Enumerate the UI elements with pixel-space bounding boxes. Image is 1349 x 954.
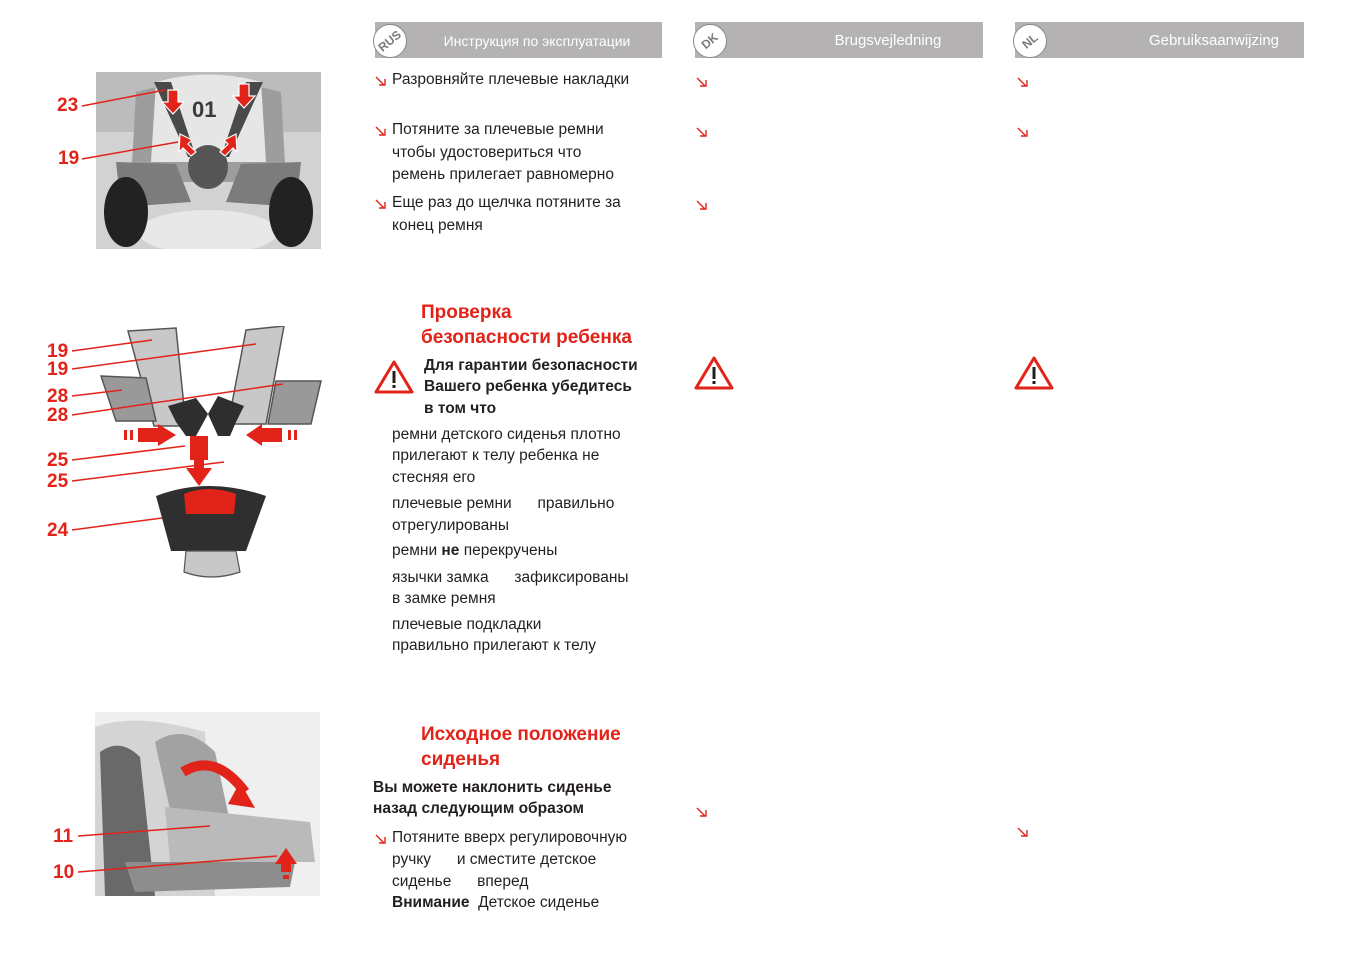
safety-intro-line-2: Вашего ребенка убедитесь: [424, 378, 632, 395]
check-3: ремни не перекручены: [392, 542, 558, 559]
down-right-arrow-icon: [696, 199, 709, 212]
rus-step-3-line-1: Еще раз до щелчка потяните за: [392, 194, 621, 211]
rus-step-1: Разровняйте плечевые накладки: [392, 71, 630, 88]
callout-28: 28: [47, 405, 69, 426]
header-title-dk: Brugsvejledning: [834, 32, 942, 49]
callout-23: 23: [57, 95, 79, 116]
recline-heading-line-1: Исходное положение: [421, 724, 621, 745]
rus-step-2-line-3: ремень прилегает равномерно: [392, 166, 614, 183]
down-right-arrow-icon: [1017, 826, 1030, 839]
safety-intro-line-3: в том что: [424, 400, 497, 417]
down-right-arrow-icon: [696, 126, 709, 139]
callout-28: 28: [47, 386, 69, 407]
callout-19: 19: [47, 341, 69, 362]
callout-10: 10: [53, 862, 75, 883]
header-title-rus: Инструкция по эксплуатации: [443, 33, 631, 49]
language-badge-nl: NL: [1013, 24, 1047, 58]
check-4-line-1: язычки замка зафиксированы: [392, 569, 629, 586]
callout-24: 24: [47, 520, 69, 541]
down-right-arrow-icon: [375, 75, 388, 88]
check-2-line-1: плечевые ремни правильно: [392, 495, 615, 512]
check-5-line-2: правильно прилегают к телу: [392, 637, 597, 654]
callout-25: 25: [47, 450, 69, 471]
check-5-line-1: плечевые подкладки: [392, 616, 542, 633]
callout-25: 25: [47, 471, 69, 492]
down-right-arrow-icon: [375, 833, 388, 846]
language-badge-dk: DK: [693, 24, 727, 58]
callout-19: 19: [47, 359, 69, 380]
check-1-line-2: прилегают к телу ребенка не: [392, 447, 600, 464]
callout-11: 11: [53, 826, 74, 847]
rus-step-3-line-2: конец ремня: [392, 217, 483, 234]
warning-triangle-icon: [694, 356, 734, 390]
language-badge-rus: RUS: [373, 24, 407, 58]
recline-step-line-2: ручку и сместите детское: [392, 851, 597, 868]
shirt-number: 01: [192, 97, 217, 122]
down-right-arrow-icon: [1017, 76, 1030, 89]
warning-triangle-icon: [374, 360, 414, 394]
down-right-arrow-icon: [1017, 126, 1030, 139]
rus-step-2-line-1: Потяните за плечевые ремни: [392, 121, 604, 138]
down-right-arrow-icon: [375, 198, 388, 211]
safety-heading-line-2: безопасности ребенка: [421, 327, 632, 348]
rus-step-2-line-2: чтобы удостовериться что: [392, 144, 582, 161]
down-right-arrow-icon: [696, 76, 709, 89]
safety-heading-line-1: Проверка: [421, 302, 512, 323]
warning-triangle-icon: [1014, 356, 1054, 390]
check-2-line-2: отрегулированы: [392, 517, 510, 534]
callout-19: 19: [58, 148, 80, 169]
down-right-arrow-icon: [696, 806, 709, 819]
recline-intro-line-1: Вы можете наклонить сиденье: [373, 779, 612, 796]
recline-warning: Внимание Детское сиденье: [392, 894, 600, 911]
safety-intro-line-1: Для гарантии безопасности: [424, 357, 638, 374]
check-1-line-1: ремни детского сиденья плотно: [392, 426, 621, 443]
recline-step-line-3: сиденье вперед: [392, 873, 529, 890]
check-4-line-2: в замке ремня: [392, 590, 496, 607]
recline-heading-line-2: сиденья: [421, 749, 501, 770]
down-right-arrow-icon: [375, 125, 388, 138]
recline-step-line-1: Потяните вверх регулировочную: [392, 829, 627, 846]
recline-intro-line-2: назад следующим образом: [373, 800, 584, 817]
check-1-line-3: стесняя его: [392, 469, 476, 486]
header-title-nl: Gebruiksaanwijzing: [1148, 32, 1280, 49]
